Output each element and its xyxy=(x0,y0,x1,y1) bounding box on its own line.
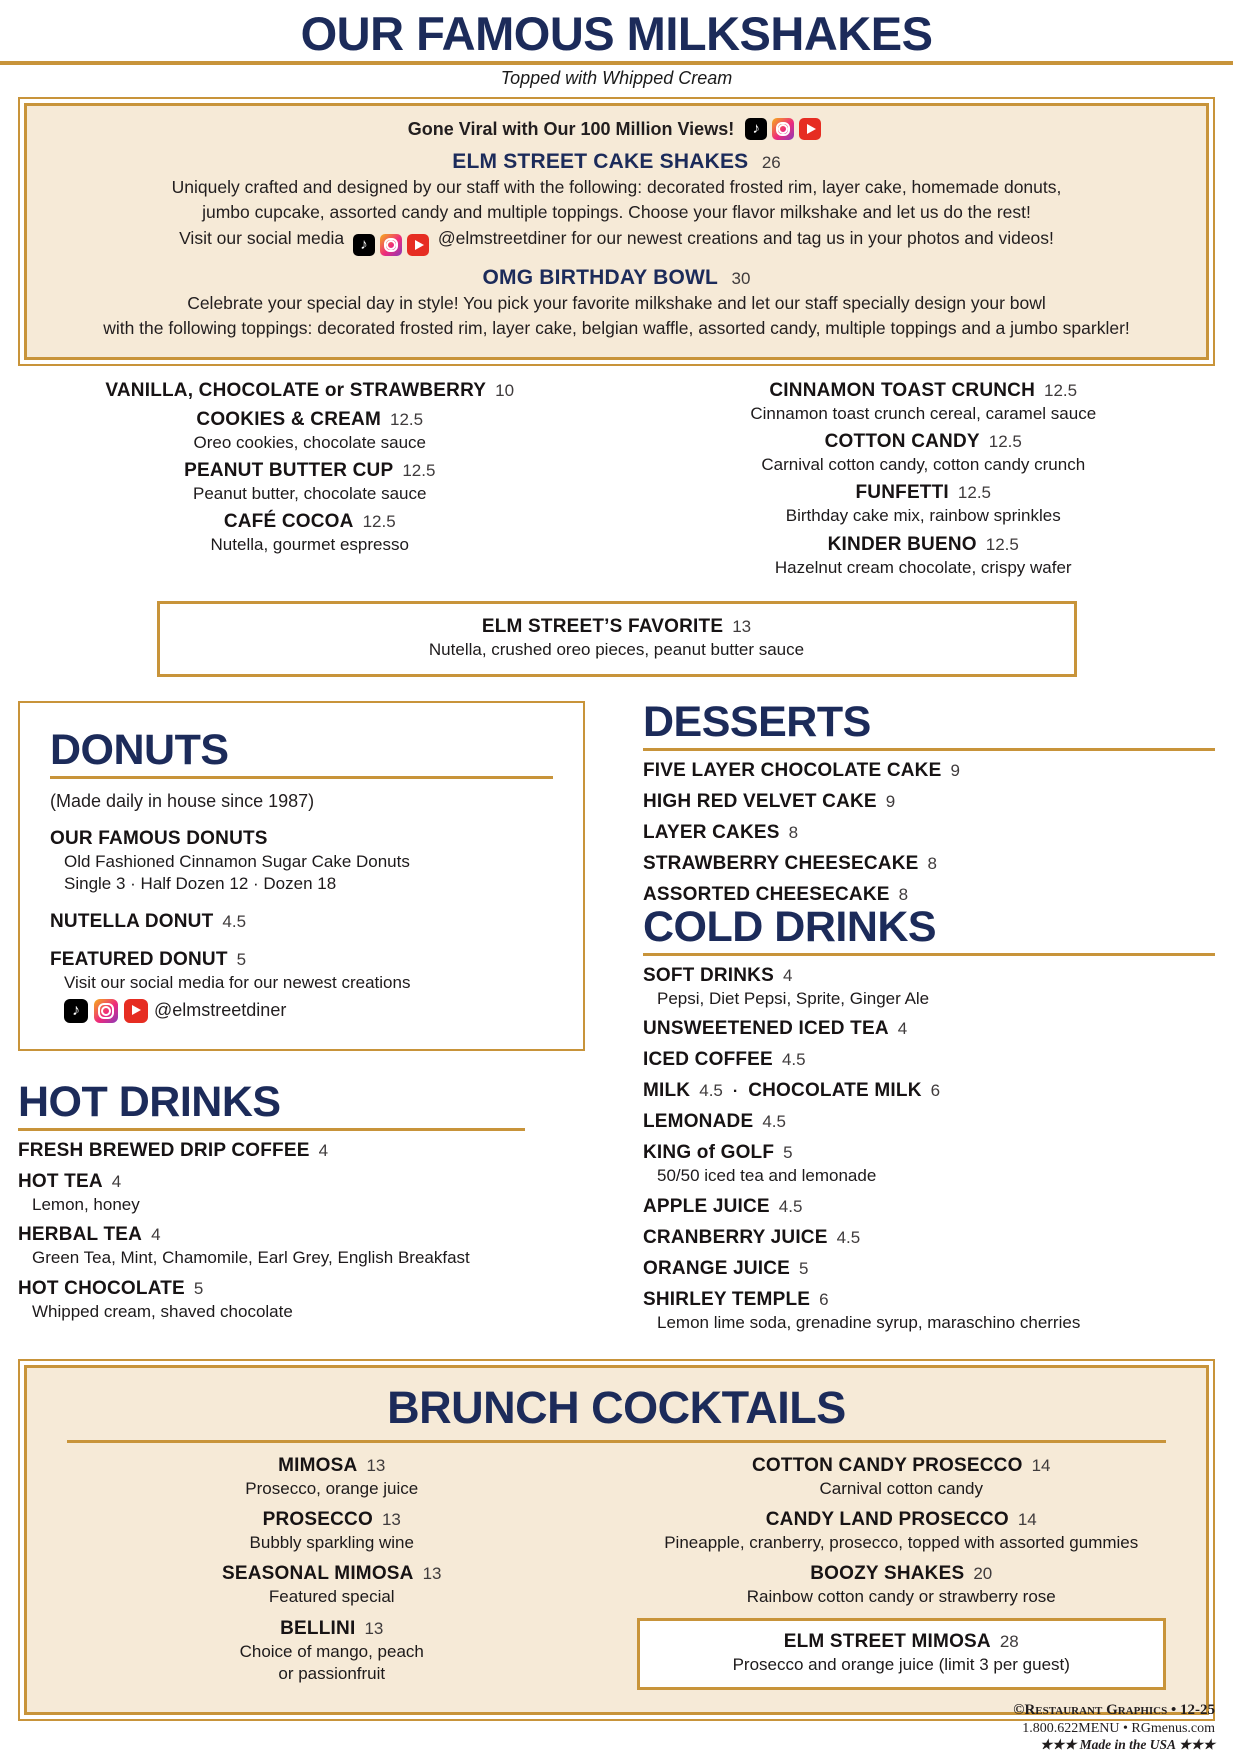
section-title-desserts: DESSERTS xyxy=(643,698,871,746)
item-name: ELM STREET CAKE SHAKES xyxy=(452,150,749,173)
item-price: 4 xyxy=(318,1141,329,1160)
printer-credit xyxy=(1013,1701,1215,1754)
item-price: 12.5 xyxy=(1044,380,1078,400)
item-name: BELLINI xyxy=(280,1617,356,1639)
item-price: 30 xyxy=(731,268,751,288)
instagram-icon xyxy=(380,234,402,256)
item-name: OUR FAMOUS DONUTS xyxy=(50,828,268,849)
item-name: FIVE LAYER CHOCOLATE CAKE xyxy=(643,760,942,781)
menu-item xyxy=(632,380,1216,424)
item-name: HOT CHOCOLATE xyxy=(18,1277,185,1299)
menu-item xyxy=(18,511,602,555)
item-name: COOKIES & CREAM xyxy=(196,408,381,430)
item-price: 12.5 xyxy=(362,512,396,532)
item-desc: Cinnamon toast crunch cereal, caramel sauce xyxy=(750,403,1097,423)
item-desc: Oreo cookies, chocolate sauce xyxy=(193,432,426,452)
item-desc: Choice of mango, peach xyxy=(239,1641,424,1661)
item-desc: Green Tea, Mint, Chamomile, Earl Grey, English Breakfast xyxy=(32,1248,470,1268)
brunch-divider xyxy=(67,1440,1166,1443)
menu-item xyxy=(50,949,553,1023)
donuts-divider xyxy=(50,776,553,779)
page-title: OUR FAMOUS MILKSHAKES xyxy=(300,7,933,60)
menu-item xyxy=(643,1018,1215,1040)
social-line-suffix: for our newest creations and tag us in your photos and videos! xyxy=(571,227,1054,248)
hot-drinks-section xyxy=(18,1078,585,1322)
item-desc: Pepsi, Diet Pepsi, Sprite, Ginger Ale xyxy=(657,989,930,1008)
item-price: 4.5 xyxy=(781,1050,806,1070)
item-name: SHIRLEY TEMPLE xyxy=(643,1288,811,1310)
item-desc: Rainbow cotton candy or strawberry rose xyxy=(746,1587,1056,1607)
menu-item xyxy=(643,965,1215,1009)
menu-item xyxy=(643,760,1215,782)
tiktok-icon: ♪ xyxy=(745,118,767,140)
item-desc: jumbo cupcake, assorted candy and multiple toppings. Choose your flavor milkshake and let us do the rest! xyxy=(202,202,1031,223)
menu-item xyxy=(18,1278,585,1322)
menu-item xyxy=(632,534,1216,578)
item-price: 14 xyxy=(1017,1510,1037,1529)
social-handle-row xyxy=(64,999,553,1023)
item-price: 4.5 xyxy=(778,1196,803,1216)
menu-item xyxy=(50,911,553,933)
youtube-icon xyxy=(407,234,429,256)
item-desc: Lemon lime soda, grenadine syrup, maraschino cherries xyxy=(657,1312,1081,1332)
item-price: 12.5 xyxy=(957,483,991,503)
item-name: ELM STREET MIMOSA xyxy=(783,1630,991,1652)
page-subtitle: Topped with Whipped Cream xyxy=(500,68,733,88)
shakes-right-column xyxy=(632,380,1216,585)
middle-columns xyxy=(18,698,1215,1333)
item-desc: Whipped cream, shaved chocolate xyxy=(32,1301,293,1321)
item-desc: Uniquely crafted and designed by our staff with the following: decorated frosted rim, layer cake, homemade donuts, xyxy=(171,177,1062,197)
hot-drinks-divider xyxy=(18,1128,525,1131)
section-title-cold-drinks: COLD DRINKS xyxy=(643,903,937,951)
item-price: 12.5 xyxy=(985,534,1019,554)
menu-item xyxy=(643,1111,1215,1133)
menu-item-cake-shakes xyxy=(47,150,1186,174)
menu-item xyxy=(643,1289,1215,1333)
menu-item xyxy=(643,791,1215,813)
item-desc: Old Fashioned Cinnamon Sugar Cake Donuts xyxy=(64,852,410,871)
menu-item xyxy=(632,431,1216,475)
section-title-donuts: DONUTS xyxy=(50,726,229,774)
menu-item xyxy=(632,482,1216,526)
favorite-box xyxy=(157,601,1077,677)
item-name: CHOCOLATE MILK xyxy=(748,1080,922,1102)
menu-item xyxy=(643,1142,1215,1186)
youtube-icon xyxy=(799,118,821,140)
item-name: NUTELLA DONUT xyxy=(50,910,214,932)
elm-street-mimosa-box xyxy=(637,1618,1167,1690)
item-price: 13 xyxy=(422,1564,442,1584)
item-price: 12.5 xyxy=(988,432,1022,451)
item-name: UNSWEETENED ICED TEA xyxy=(643,1018,889,1040)
left-column xyxy=(18,701,585,1333)
item-price: 8 xyxy=(898,885,909,904)
social-media-line xyxy=(47,227,1186,256)
item-name: BOOZY SHAKES xyxy=(810,1563,965,1585)
menu-item xyxy=(643,1049,1215,1071)
item-desc: Featured special xyxy=(268,1587,395,1607)
tiktok-icon: ♪ xyxy=(64,999,88,1023)
donuts-tagline: (Made daily in house since 1987) xyxy=(50,791,315,811)
item-name: VANILLA, CHOCOLATE or STRAWBERRY xyxy=(105,379,487,401)
menu-item xyxy=(50,828,553,895)
item-name: ELM STREET’S FAVORITE xyxy=(481,615,724,637)
menu-item xyxy=(637,1455,1167,1499)
item-price: 4 xyxy=(111,1172,122,1191)
item-name: HOT TEA xyxy=(18,1171,103,1192)
title-divider xyxy=(0,61,1233,65)
item-price: 13 xyxy=(366,1455,386,1475)
instagram-icon xyxy=(772,118,794,140)
item-name: MIMOSA xyxy=(278,1454,358,1476)
item-name: PEANUT BUTTER CUP xyxy=(184,460,394,481)
menu-item xyxy=(67,1618,597,1685)
printer-credit-line2: 1.800.622MENU • RGmenus.com xyxy=(1022,1720,1215,1736)
item-price: 26 xyxy=(761,153,781,172)
item-price: 6 xyxy=(930,1081,941,1101)
item-name: LAYER CAKES xyxy=(643,822,780,843)
item-price: 4 xyxy=(151,1225,161,1245)
item-price: 13 xyxy=(364,1618,384,1638)
item-name: SOFT DRINKS xyxy=(643,965,774,986)
item-price: 4.5 xyxy=(699,1081,723,1101)
item-name: KING of GOLF xyxy=(643,1142,775,1164)
shakes-left-column xyxy=(18,380,602,585)
item-price: 5 xyxy=(193,1278,204,1298)
menu-item xyxy=(643,1258,1215,1280)
brunch-columns xyxy=(67,1455,1166,1694)
item-desc: Birthday cake mix, rainbow sprinkles xyxy=(785,506,1061,526)
brunch-cocktails-box xyxy=(18,1359,1215,1721)
item-price: 5 xyxy=(799,1258,809,1278)
item-desc: with the following toppings: decorated frosted rim, layer cake, belgian waffle, assorted candy, multiple toppings and a jumbo sparkler! xyxy=(103,318,1130,339)
item-desc: Celebrate your special day in style! You pick your favorite milkshake and let our staff specially design your bowl xyxy=(187,292,1046,313)
item-name: ASSORTED CHEESECAKE xyxy=(643,884,890,905)
item-name: HIGH RED VELVET CAKE xyxy=(643,791,877,812)
cold-drinks-divider xyxy=(643,953,1215,956)
item-price: 9 xyxy=(885,792,896,811)
item-name: CINNAMON TOAST CRUNCH xyxy=(769,379,1036,401)
item-desc: Lemon, honey xyxy=(32,1195,140,1214)
item-name: FRESH BREWED DRIP COFFEE xyxy=(18,1140,310,1161)
item-name: SEASONAL MIMOSA xyxy=(221,1563,414,1585)
item-name: KINDER BUENO xyxy=(827,533,977,555)
item-desc: Prosecco, orange juice xyxy=(245,1478,419,1498)
item-name: PROSECCO xyxy=(262,1509,373,1530)
item-name: CANDY LAND PROSECCO xyxy=(765,1509,1009,1530)
item-price: 4 xyxy=(897,1019,908,1039)
item-name: CRANBERRY JUICE xyxy=(643,1226,828,1248)
item-desc: Peanut butter, chocolate sauce xyxy=(193,484,427,503)
donuts-box xyxy=(18,701,585,1051)
item-price: 14 xyxy=(1031,1455,1051,1475)
desserts-divider xyxy=(643,748,1215,751)
item-price: 13 xyxy=(732,616,752,636)
social-handle: @elmstreetdiner xyxy=(437,227,567,248)
menu-item xyxy=(643,1196,1215,1218)
menu-item xyxy=(18,409,602,453)
tiktok-icon: ♪ xyxy=(353,234,375,256)
item-desc: Bubbly sparkling wine xyxy=(249,1533,414,1552)
printer-credit-line1: ©Restaurant Graphics • 12-25 xyxy=(1013,1701,1215,1718)
item-name: MILK xyxy=(643,1080,691,1102)
item-name: COTTON CANDY xyxy=(824,431,980,452)
printer-credit-line3: ★★★ Made in the USA ★★★ xyxy=(1039,1737,1215,1753)
item-desc: Single 3 · Half Dozen 12 · Dozen 18 xyxy=(64,874,337,894)
section-title-brunch-cocktails: BRUNCH COCKTAILS xyxy=(387,1381,846,1433)
menu-item-birthday-bowl xyxy=(47,266,1186,290)
item-name: COTTON CANDY PROSECCO xyxy=(751,1454,1023,1476)
item-desc: Visit our social media for our newest creations xyxy=(64,972,411,992)
youtube-icon xyxy=(124,999,148,1023)
item-desc: Nutella, gourmet espresso xyxy=(210,535,409,555)
social-icons xyxy=(353,234,429,256)
item-price: 8 xyxy=(788,823,799,842)
menu-item xyxy=(637,1563,1167,1607)
item-name: LEMONADE xyxy=(643,1111,754,1133)
menu-item xyxy=(18,1224,585,1268)
item-desc: Pineapple, cranberry, prosecco, topped with assorted gummies xyxy=(664,1533,1139,1552)
item-price: 20 xyxy=(973,1564,993,1584)
item-name: ORANGE JUICE xyxy=(643,1257,791,1279)
menu-item xyxy=(637,1509,1167,1553)
menu-item xyxy=(67,1455,597,1499)
item-desc: Nutella, crushed oreo pieces, peanut butter sauce xyxy=(428,639,805,659)
menu-item xyxy=(18,460,602,504)
menu-item xyxy=(18,1140,585,1162)
item-price: 4.5 xyxy=(222,911,247,931)
item-name: ICED COFFEE xyxy=(643,1049,773,1071)
shake-flavors xyxy=(18,380,1215,585)
brunch-right-column xyxy=(637,1455,1167,1694)
menu-item xyxy=(643,822,1215,844)
viral-box xyxy=(18,97,1215,366)
menu-item xyxy=(643,1227,1215,1249)
item-desc: Prosecco and orange juice (limit 3 per guest) xyxy=(732,1654,1070,1674)
item-price: 9 xyxy=(950,761,960,780)
menu-item xyxy=(67,1563,597,1607)
item-price: 4 xyxy=(782,966,793,985)
item-name: CAFÉ COCOA xyxy=(223,511,354,533)
social-handle: @elmstreetdiner xyxy=(154,1000,287,1021)
item-price: 4.5 xyxy=(762,1112,786,1132)
dot-separator: · xyxy=(732,1083,739,1101)
item-desc: 50/50 iced tea and lemonade xyxy=(657,1166,877,1186)
social-line-prefix: Visit our social media xyxy=(179,227,345,248)
viral-banner-text: Gone Viral with Our 100 Million Views! xyxy=(407,118,735,139)
item-price: 4.5 xyxy=(836,1227,861,1247)
item-name: HERBAL TEA xyxy=(18,1224,143,1246)
viral-banner xyxy=(47,118,1186,140)
item-price: 5 xyxy=(783,1143,793,1163)
item-price: 12.5 xyxy=(402,461,436,480)
brunch-cocktails-inner xyxy=(24,1365,1209,1715)
item-price: 13 xyxy=(381,1510,401,1529)
item-name: APPLE JUICE xyxy=(643,1195,770,1217)
item-name: FUNFETTI xyxy=(855,482,949,504)
menu-item xyxy=(18,380,602,402)
menu-item-milk-row xyxy=(643,1080,1215,1102)
item-desc: Hazelnut cream chocolate, crispy wafer xyxy=(774,557,1072,577)
menu-item xyxy=(18,1171,585,1215)
item-name: FEATURED DONUT xyxy=(50,948,228,970)
item-desc: Carnival cotton candy xyxy=(819,1478,983,1498)
item-price: 28 xyxy=(999,1631,1019,1651)
item-name: STRAWBERRY CHEESECAKE xyxy=(643,853,919,874)
item-desc: or passionfruit xyxy=(278,1663,386,1683)
instagram-icon xyxy=(94,999,118,1023)
item-price: 8 xyxy=(927,854,937,873)
item-price: 12.5 xyxy=(389,409,424,429)
section-title-hot-drinks: HOT DRINKS xyxy=(18,1078,281,1126)
menu-item xyxy=(67,1509,597,1553)
item-price: 10 xyxy=(495,380,515,400)
brunch-left-column xyxy=(67,1455,597,1694)
right-column xyxy=(643,698,1215,1333)
item-name: OMG BIRTHDAY BOWL xyxy=(482,265,719,289)
social-icons xyxy=(745,118,821,140)
item-price: 5 xyxy=(236,949,247,969)
viral-box-inner xyxy=(24,103,1209,360)
item-desc: Carnival cotton candy, cotton candy crunch xyxy=(761,455,1086,474)
item-price: 6 xyxy=(819,1289,829,1309)
menu-item xyxy=(643,853,1215,875)
